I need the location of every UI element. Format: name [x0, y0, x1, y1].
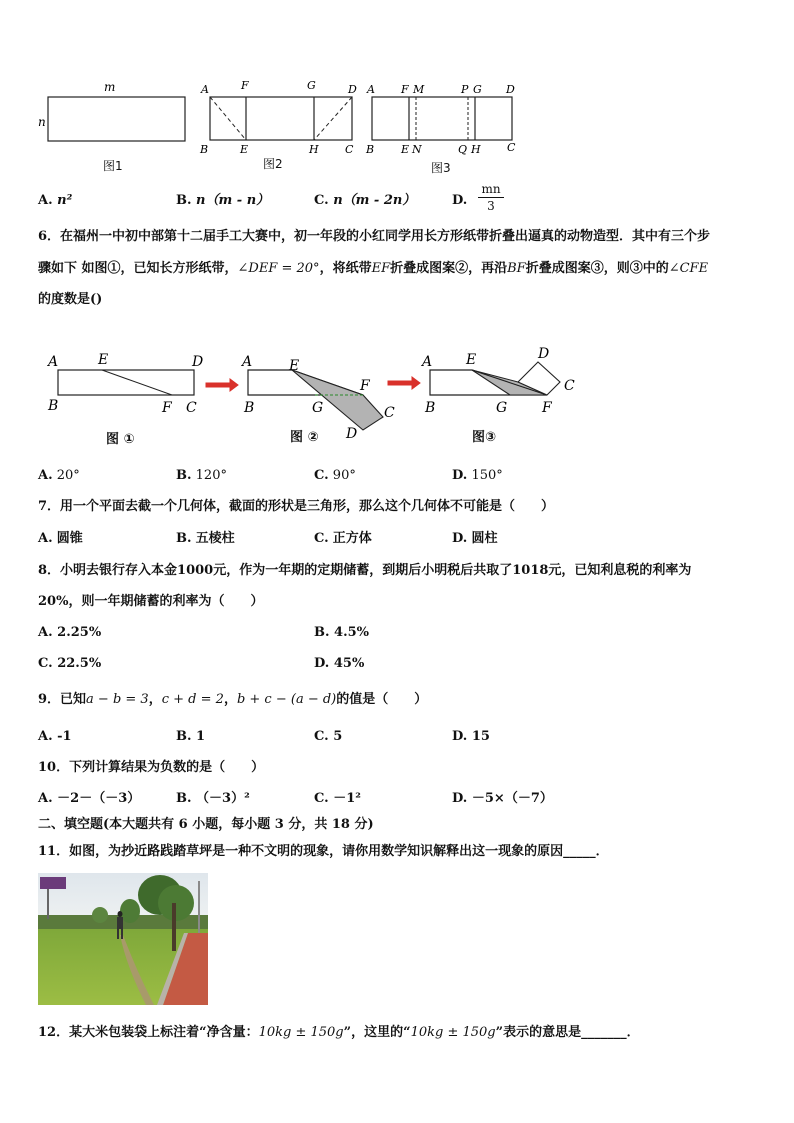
q5-option-d-fraction [478, 182, 504, 215]
q6-fig2-label-E: E [289, 358, 300, 374]
fraction-numerator: mn [478, 182, 504, 198]
fig2-label-H: H [309, 143, 319, 156]
fig2-label-D: D [348, 83, 357, 96]
q6-fig1-caption: 图 ① [106, 432, 135, 447]
fig3-label-M: M [413, 83, 425, 96]
fig3-label-Q: Q [458, 143, 468, 156]
q6-option-b: B. 120° [176, 468, 227, 483]
q8-stem-line1: 8．小明去银行存入本金1000元，作为一年期的定期储蓄，到期后小明税后共取了1018元，已知利息税的利率为 [38, 563, 692, 578]
q9-option-c: C. 5 [314, 729, 343, 744]
q5-option-a: A. n² [38, 193, 73, 208]
q6-stem-line1: 6．在福州一中初中部第十二届手工大赛中，初一年段的小红同学用长方形纸带折叠出逼真的动物造型．其中有三个步 [38, 229, 711, 244]
q11-answer-blank[interactable]: _____ [563, 844, 596, 859]
q6-fig1-label-D: D [192, 354, 204, 370]
q6-option-d: D. 150° [452, 468, 503, 483]
q6-fig3-label-D: D [538, 346, 550, 362]
q5-option-b: B. n（m - n） [176, 193, 270, 208]
fig3-label-P: P [461, 83, 469, 96]
q11-stem: 11．如图，为抄近路践踏草坪是一种不文明的现象，请你用数学知识解释出这一现象的原因_____． [38, 844, 609, 859]
q5-option-c: C. n（m - 2n） [314, 193, 416, 208]
q6-stem-line3: 的度数是() [38, 292, 103, 307]
q5-option-d: D. [452, 193, 468, 208]
q9-stem: 9．已知a − b = 3，c + d = 2，b + c − (a − d)的值是（ ） [38, 692, 428, 707]
fig1-label-n: n [38, 115, 46, 129]
fig2-label-C: C [345, 143, 354, 156]
q6-fig2-label-C: C [384, 405, 395, 421]
section-heading-fill-blank: 二、填空题(本大题共有 6 小题，每小题 3 分，共 18 分) [38, 817, 374, 832]
fig1-caption: 图1 [103, 159, 123, 173]
fig2-caption: 图2 [263, 157, 283, 171]
q8-option-d: D. 45% [314, 656, 365, 671]
q10-option-d: D. －5×（－7） [452, 791, 553, 806]
q9-option-b: B. 1 [176, 729, 206, 744]
q6-option-c: C. 90° [314, 468, 356, 483]
q6-fig3-label-B: B [425, 400, 436, 416]
q7-option-a: A. 圆锥 [38, 531, 83, 546]
q10-option-b: B. （－3）² [176, 791, 250, 806]
q7-option-d: D. 圆柱 [452, 531, 498, 546]
fig2-label-A: A [201, 83, 209, 96]
q6-fig3-label-E: E [466, 352, 477, 368]
q6-fig2-label-F: F [360, 378, 370, 394]
q9-option-a: A. -1 [38, 729, 72, 744]
q6-fig2-label-D: D [346, 426, 358, 442]
q10-option-c: C. －1² [314, 791, 361, 806]
q12-stem: 12．某大米包装袋上标注着“净含量：10kg ± 150g”，这里的“10kg ± 150g”表示的意思是_______． [38, 1025, 640, 1040]
q8-option-c: C. 22.5% [38, 656, 102, 671]
fig2-label-B: B [200, 143, 209, 156]
fig3-label-E: E [401, 143, 410, 156]
q9-option-d: D. 15 [452, 729, 490, 744]
q8-option-a: A. 2.25% [38, 625, 102, 640]
fig3-label-G: G [473, 83, 482, 96]
q11-lawn-photo [38, 873, 208, 1005]
q6-arrow-2 [388, 377, 420, 389]
q8-stem-line2: 20%，则一年期储蓄的利率为（ ） [38, 594, 264, 609]
q10-option-a: A. －2－（－3） [38, 791, 141, 806]
fig1-label-m: m [104, 80, 116, 94]
q6-fig3-label-C: C [564, 378, 575, 394]
q6-fig1-label-C: C [186, 400, 197, 416]
q6-fig3-label-F: F [542, 400, 552, 416]
lawn-photo-illustration [38, 873, 208, 1005]
fig3-label-A: A [367, 83, 375, 96]
q6-arrow-1 [206, 379, 238, 391]
fig2-label-G: G [307, 79, 316, 92]
fig3-label-D: D [506, 83, 515, 96]
q6-fig3-caption: 图③ [472, 430, 497, 445]
q6-fig2-label-A: A [242, 354, 253, 370]
q6-fig2-caption: 图 ② [290, 430, 319, 445]
q6-fig1-label-A: A [48, 354, 59, 370]
fig3-label-F: F [401, 83, 409, 96]
fig3-label-B: B [366, 143, 375, 156]
q12-answer-blank[interactable]: _______ [581, 1025, 627, 1040]
q6-fig3-label-A: A [422, 354, 433, 370]
q8-option-b: B. 4.5% [314, 625, 370, 640]
q7-stem: 7．用一个平面去截一个几何体，截面的形状是三角形，那么这个几何体不可能是（ ） [38, 499, 555, 514]
q6-fig1-label-B: B [48, 398, 59, 414]
fraction-denominator: 3 [487, 199, 495, 213]
fig3-label-N: N [412, 143, 422, 156]
fig2-label-E: E [240, 143, 249, 156]
q6-option-a: A. 20° [38, 468, 80, 483]
q6-fig3-label-G: G [496, 400, 508, 416]
fig2-label-F: F [241, 79, 249, 92]
q7-option-b: B. 五棱柱 [176, 531, 235, 546]
q6-stem-line2: 骤如下 如图①，已知长方形纸带，∠DEF = 20°，将纸带EF折叠成图案②，再沿BF折叠成图案③，则③中的∠CFE [38, 261, 709, 276]
q7-option-c: C. 正方体 [314, 531, 372, 546]
q10-stem: 10．下列计算结果为负数的是（ ） [38, 760, 265, 775]
q6-fig1-label-E: E [98, 352, 109, 368]
q6-fig2-label-B: B [244, 400, 255, 416]
fig3-label-C: C [507, 141, 516, 154]
fig3-label-H: H [471, 143, 481, 156]
q6-fig1-label-F: F [162, 400, 172, 416]
q6-fig2-label-G: G [312, 400, 324, 416]
fig3-caption: 图3 [431, 161, 451, 175]
